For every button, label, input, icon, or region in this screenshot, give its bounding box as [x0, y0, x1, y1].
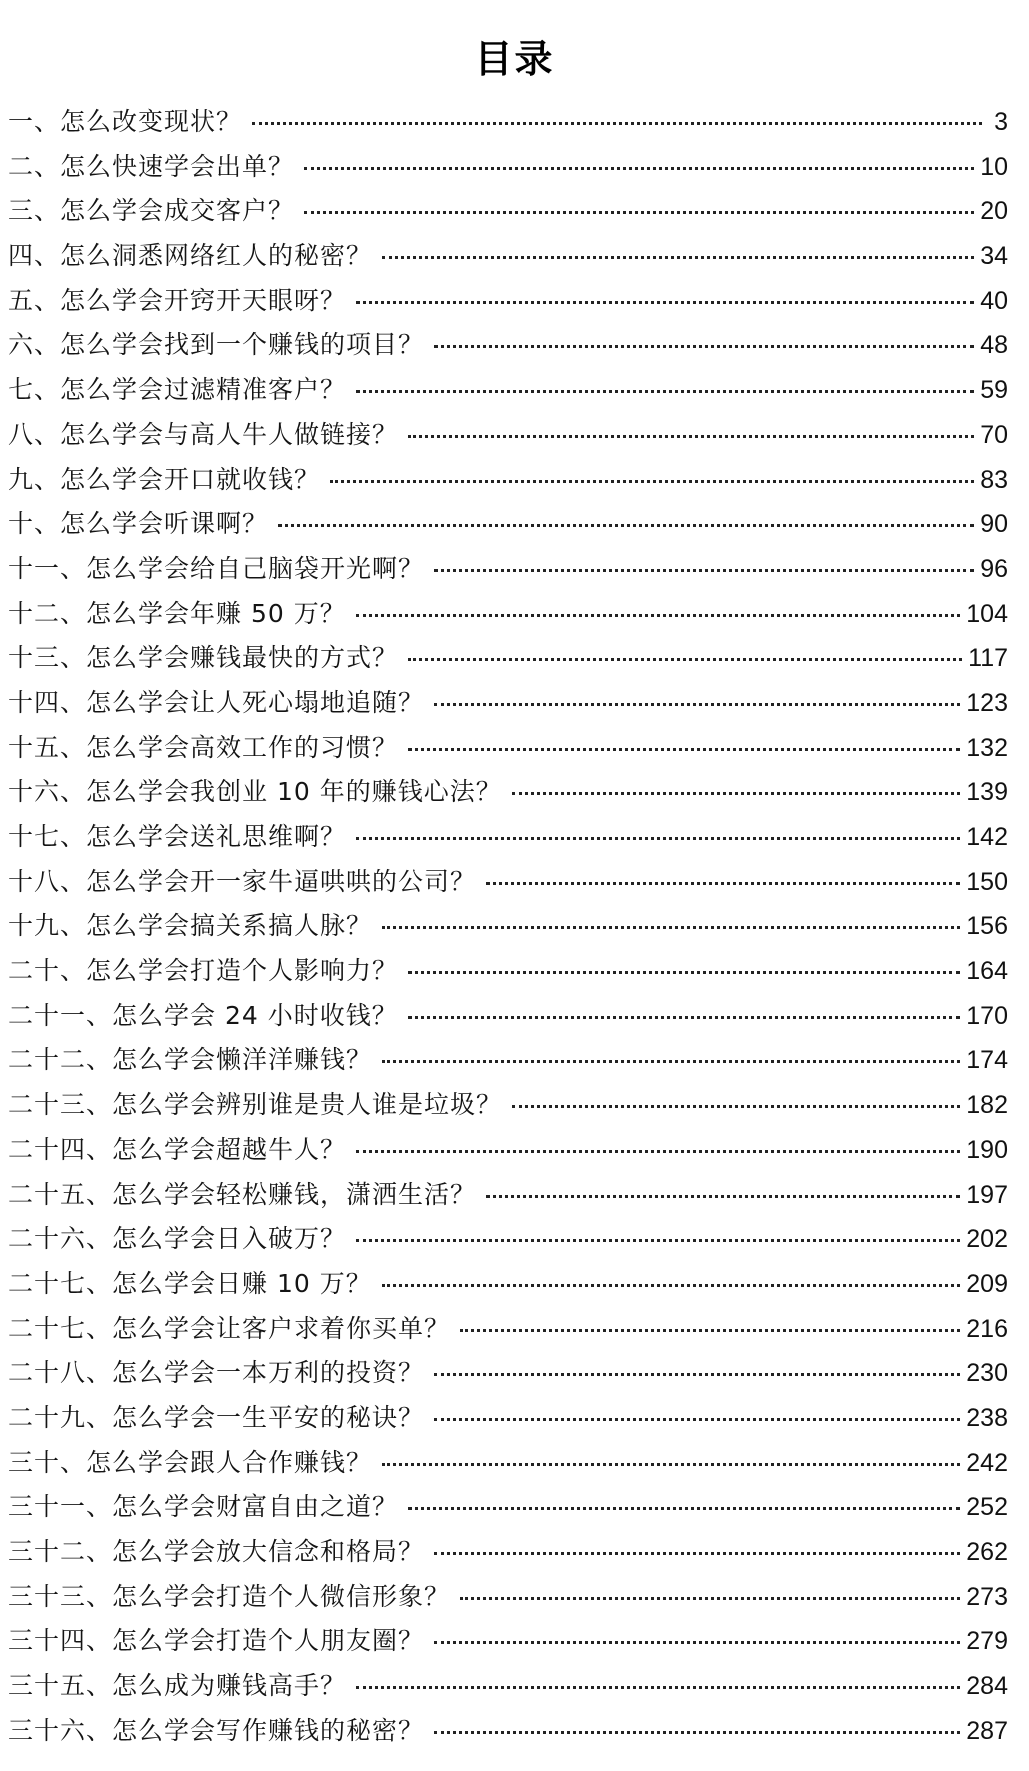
toc-dot-leader [382, 926, 960, 929]
toc-dot-leader [486, 882, 960, 885]
toc-dot-leader [434, 703, 960, 706]
toc-page-number: 170 [966, 1001, 1008, 1030]
toc-dot-leader [512, 1105, 960, 1108]
toc-page-number: 164 [966, 957, 1008, 986]
toc-entry-title: 十七、怎么学会送礼思维啊？ [8, 822, 347, 851]
toc-dot-leader [434, 345, 974, 348]
toc-page-number: 197 [966, 1180, 1008, 1209]
toc-entry-title: 三十五、怎么成为赚钱高手？ [8, 1671, 347, 1701]
toc-entry [8, 1664, 1008, 1709]
toc-entry [8, 592, 1008, 637]
toc-dot-leader [434, 569, 974, 572]
toc-page-number: 209 [966, 1269, 1008, 1298]
toc-entry [8, 1575, 1008, 1620]
toc-entry [8, 458, 1008, 503]
toc-entry-title: 三、怎么学会成交客户？ [8, 196, 295, 226]
toc-entry-title: 三十六、怎么学会写作赚钱的秘密？ [8, 1715, 425, 1745]
toc-entry [8, 547, 1008, 592]
toc-dot-leader [408, 658, 962, 661]
toc-entry-title: 二十九、怎么学会一生平安的秘诀？ [8, 1402, 425, 1432]
toc-dot-leader [252, 122, 982, 125]
toc-entry [8, 1709, 1008, 1754]
toc-dot-leader [434, 1641, 960, 1644]
toc-entry-title: 九、怎么学会开口就收钱？ [8, 464, 321, 494]
toc-entry [8, 1217, 1008, 1262]
toc-dot-leader [304, 167, 974, 170]
toc-entry-title: 十九、怎么学会搞关系搞人脉？ [8, 911, 373, 941]
toc-entry-title: 二十五、怎么学会轻松赚钱，潇洒生活？ [8, 1179, 477, 1209]
toc-entry [8, 1083, 1008, 1128]
toc-entry [8, 1351, 1008, 1396]
toc-entry [8, 1441, 1008, 1486]
toc-entry [8, 1128, 1008, 1173]
toc-entry-title: 二十三、怎么学会辨别谁是贵人谁是垃圾？ [8, 1090, 503, 1120]
toc-page-number: 279 [966, 1627, 1008, 1656]
toc-entry [8, 994, 1008, 1039]
toc-entry-title: 一、怎么改变现状？ [8, 107, 243, 136]
toc-entry [8, 860, 1008, 905]
toc-entry-title: 二十四、怎么学会超越牛人？ [8, 1134, 347, 1164]
toc-entry [8, 100, 1008, 145]
toc-dot-leader [356, 301, 974, 304]
toc-entry-title: 二十七、怎么学会日赚 10 万？ [8, 1268, 372, 1298]
toc-dot-leader [304, 211, 974, 214]
toc-dot-leader [382, 1284, 961, 1287]
page-title: 目录 [474, 37, 555, 82]
toc-entry-title: 三十二、怎么学会放大信念和格局？ [8, 1537, 425, 1566]
toc-entry-title: 二十二、怎么学会懒洋洋赚钱？ [8, 1045, 373, 1075]
toc-page-number: 182 [966, 1091, 1008, 1120]
toc-dot-leader [382, 256, 974, 259]
toc-entry [8, 770, 1008, 815]
toc-entry-title: 十四、怎么学会让人死心塌地追随？ [8, 687, 425, 717]
toc-dot-leader [408, 435, 974, 438]
toc-page-number: 70 [980, 420, 1008, 449]
toc-page-number: 174 [966, 1046, 1008, 1075]
toc-entry-title: 二、怎么快速学会出单？ [8, 151, 295, 181]
toc-page-number: 59 [980, 376, 1008, 405]
toc-page-number: 20 [980, 197, 1008, 226]
toc-page-number: 139 [966, 778, 1008, 807]
toc-entry [8, 726, 1008, 771]
toc-entry [8, 502, 1008, 547]
toc-entry [8, 1262, 1008, 1307]
toc-entry [8, 1038, 1008, 1083]
toc-page-number: 273 [966, 1582, 1008, 1611]
toc-entry-title: 十五、怎么学会高效工作的习惯？ [8, 732, 399, 762]
toc-page-number: 132 [966, 733, 1008, 762]
toc-page-number: 150 [966, 867, 1008, 896]
toc-dot-leader [356, 614, 961, 617]
toc-entry [8, 1173, 1008, 1218]
toc-dot-leader [408, 1507, 960, 1510]
toc-page-number: 3 [994, 108, 1008, 136]
toc-entry-title: 十、怎么学会听课啊？ [8, 509, 269, 539]
toc-entry [8, 904, 1008, 949]
toc-entry [8, 815, 1008, 860]
toc-page-number: 242 [966, 1448, 1008, 1477]
toc-page-number: 142 [966, 823, 1008, 851]
toc-dot-leader [382, 1463, 960, 1466]
toc-page-number: 90 [980, 510, 1008, 539]
toc-dot-leader [486, 1195, 960, 1198]
toc-entry-title: 三十一、怎么学会财富自由之道？ [8, 1492, 399, 1522]
toc-entry-title: 十二、怎么学会年赚 50 万？ [8, 598, 346, 628]
toc-entry-title: 二十八、怎么学会一本万利的投资？ [8, 1358, 425, 1388]
toc-entry [8, 189, 1008, 234]
toc-page-number: 48 [980, 331, 1008, 360]
toc-entry-title: 八、怎么学会与高人牛人做链接？ [8, 419, 399, 449]
toc-entry [8, 1307, 1008, 1352]
toc-dot-leader [356, 1686, 960, 1689]
toc-entry-title: 二十一、怎么学会 24 小时收钱？ [8, 1000, 398, 1030]
toc-entry-title: 十八、怎么学会开一家牛逼哄哄的公司？ [8, 866, 477, 896]
toc-page-number: 117 [968, 644, 1008, 673]
toc-entry-title: 十三、怎么学会赚钱最快的方式？ [8, 643, 399, 673]
toc-page-number: 83 [980, 465, 1008, 494]
toc-dot-leader [330, 480, 974, 483]
toc-entry [8, 323, 1008, 368]
toc-page-number: 190 [966, 1135, 1008, 1164]
toc-entry [8, 681, 1008, 726]
toc-entry-title: 十一、怎么学会给自己脑袋开光啊？ [8, 553, 425, 583]
toc-entry-title: 二十七、怎么学会让客户求着你买单？ [8, 1313, 451, 1343]
toc-entry-title: 七、怎么学会过滤精准客户？ [8, 375, 347, 405]
toc-dot-leader [434, 1552, 960, 1555]
toc-dot-leader [434, 1731, 960, 1734]
toc-dot-leader [356, 1150, 960, 1153]
toc-entry [8, 145, 1008, 190]
toc-page-number: 104 [966, 599, 1008, 628]
toc-page-number: 40 [980, 286, 1008, 315]
toc-entry-title: 四、怎么洞悉网络红人的秘密？ [8, 241, 373, 271]
toc-entry [8, 279, 1008, 324]
toc-entry-title: 十六、怎么学会我创业 10 年的赚钱心法？ [8, 777, 502, 807]
toc-entry-title: 三十三、怎么学会打造个人微信形象？ [8, 1581, 451, 1611]
toc-dot-leader [408, 971, 960, 974]
toc-entry [8, 1619, 1008, 1664]
toc-page-number: 262 [966, 1538, 1008, 1566]
toc-dot-leader [434, 1418, 960, 1421]
toc-page-number: 287 [966, 1716, 1008, 1745]
toc-entry-title: 三十四、怎么学会打造个人朋友圈？ [8, 1626, 425, 1656]
toc-entry [8, 1485, 1008, 1530]
toc-page-number: 238 [966, 1403, 1008, 1432]
table-of-contents [8, 100, 1008, 1753]
toc-page-number: 10 [980, 152, 1008, 181]
toc-dot-leader [434, 1373, 960, 1376]
toc-entry-title: 六、怎么学会找到一个赚钱的项目？ [8, 330, 425, 360]
toc-entry [8, 413, 1008, 458]
toc-entry [8, 234, 1008, 279]
toc-dot-leader [382, 1060, 960, 1063]
toc-entry [8, 636, 1008, 681]
toc-entry-title: 五、怎么学会开窍开天眼呀？ [8, 285, 347, 315]
toc-page-number: 230 [966, 1359, 1008, 1388]
toc-dot-leader [356, 1239, 960, 1242]
toc-dot-leader [512, 792, 961, 795]
toc-dot-leader [408, 748, 960, 751]
toc-dot-leader [460, 1597, 960, 1600]
toc-page-number: 156 [966, 912, 1008, 941]
toc-entry-title: 二十、怎么学会打造个人影响力？ [8, 956, 399, 986]
toc-entry [8, 1530, 1008, 1575]
toc-entry [8, 949, 1008, 994]
toc-dot-leader [460, 1329, 960, 1332]
toc-page-number: 252 [966, 1493, 1008, 1522]
toc-entry-title: 三十、怎么学会跟人合作赚钱？ [8, 1447, 373, 1477]
toc-page-number: 202 [966, 1225, 1008, 1254]
toc-page-number: 96 [980, 554, 1008, 583]
toc-page-number: 34 [980, 242, 1008, 271]
toc-dot-leader [408, 1016, 961, 1019]
toc-page-number: 123 [966, 688, 1008, 717]
toc-dot-leader [278, 524, 974, 527]
toc-page-number: 284 [966, 1672, 1008, 1701]
toc-entry [8, 368, 1008, 413]
toc-dot-leader [356, 390, 974, 393]
toc-entry [8, 1396, 1008, 1441]
toc-entry-title: 二十六、怎么学会日入破万？ [8, 1224, 347, 1254]
toc-page-number: 216 [966, 1314, 1008, 1343]
toc-dot-leader [356, 837, 960, 840]
